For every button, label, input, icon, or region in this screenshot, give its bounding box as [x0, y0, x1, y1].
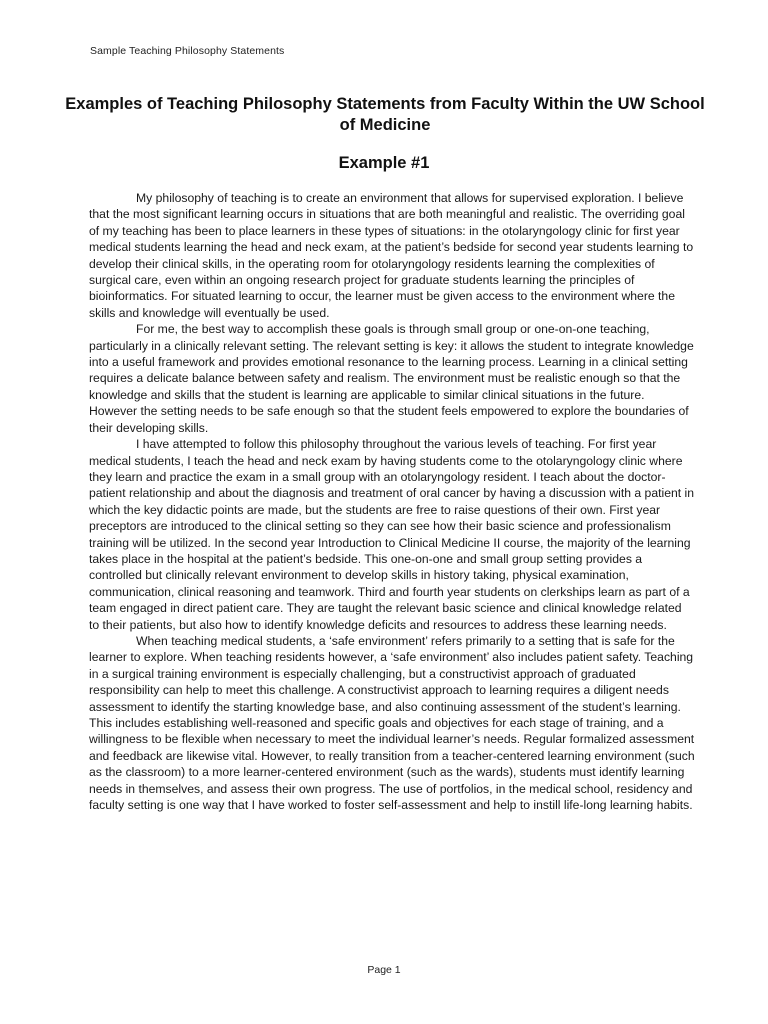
- document-title: Examples of Teaching Philosophy Statements from Faculty Within the UW School of Medicine: [65, 95, 705, 134]
- paragraph-2: For me, the best way to accomplish these goals is through small group or one-on-one teaching, particularly in a clinically relevant setting. The relevant setting is key: it allows the student to integrate knowledge into a useful framework and provides emotional resonance to the learning process. Learning in a clinical setting requires a delicate balance between safety and realism. The environment must be realistic enough so that the knowledge and skills that the student is learning are applicable to similar clinical situations in the future. However the setting needs to be safe enough so that the student feels empowered to explore the boundaries of their developing skills.: [89, 322, 694, 435]
- running-header: Sample Teaching Philosophy Statements: [90, 45, 285, 57]
- paragraph-1: My philosophy of teaching is to create an environment that allows for supervised exploration. I believe that the most significant learning occurs in situations that are both meaningful and realistic. The overriding goal of my teaching has been to place learners in these types of situations: in the otolaryngology clinic for first year medical students learning the head and neck exam, at the patient’s bedside for second year students learning to develop their clinical skills, in the operating room for otolaryngology residents learning the complexities of surgical care, even within an ongoing research project for graduate students learning the principles of bioinformatics. For situated learning to occur, the learner must be given access to the environment where the skills and knowledge will eventually be used.: [89, 191, 694, 320]
- paragraph-3: I have attempted to follow this philosophy throughout the various levels of teaching. For first year medical students, I teach the head and neck exam by having students come to the otolaryngology clinic where they learn and practice the exam in a small group with an otolaryngology resident. I teach about the doctor-patient relationship and about the diagnosis and treatment of oral cancer by having a discussion with a patient in which the key didactic points are made, but the students are free to raise questions of their own. First year preceptors are introduced to the clinical setting so they can see how their basic science and professionalism training will be utilized. In the second year Introduction to Clinical Medicine II course, the majority of the learning takes place in the hospital at the patient’s bedside. This one-on-one and small group setting provides a controlled but clinically relevant environment to develop skills in history taking, physical examination, communication, clinical reasoning and teamwork. Third and fourth year students on clerkships learn as part of a team engaged in direct patient care. They are taught the relevant basic science and clinical knowledge related to their patients, but also how to identify knowledge deficits and resources to address these learning needs.: [89, 437, 695, 632]
- paragraph-4: When teaching medical students, a ‘safe environment’ refers primarily to a setting that is safe for the learner to explore. When teaching residents however, a ‘safe environment’ also includes patient safety. Teaching in a surgical training environment is especially challenging, but a constructivist approach of graduated responsibility can help to meet this challenge. A constructivist approach to learning requires a diligent needs assessment to identify the starting knowledge base, and also continuing assessment of the student’s learning. This includes establishing well-reasoned and specific goals and objectives for each stage of training, and a willingness to be flexible when necessary to meet the individual learner’s needs. Regular formalized assessment and feedback are likewise vital. However, to really transition from a teacher-centered learning environment (such as the classroom) to a more learner-centered environment (such as the wards), students must identify learning needs in themselves, and assess their own progress. The use of portfolios, in the medical school, residency and faculty setting is one way that I have worked to foster self-assessment and help to instill life-long learning habits.: [89, 633, 695, 813]
- body-text: [89, 190, 695, 813]
- page-number: Page 1: [367, 964, 401, 976]
- section-heading-example-1: Example #1: [338, 154, 430, 172]
